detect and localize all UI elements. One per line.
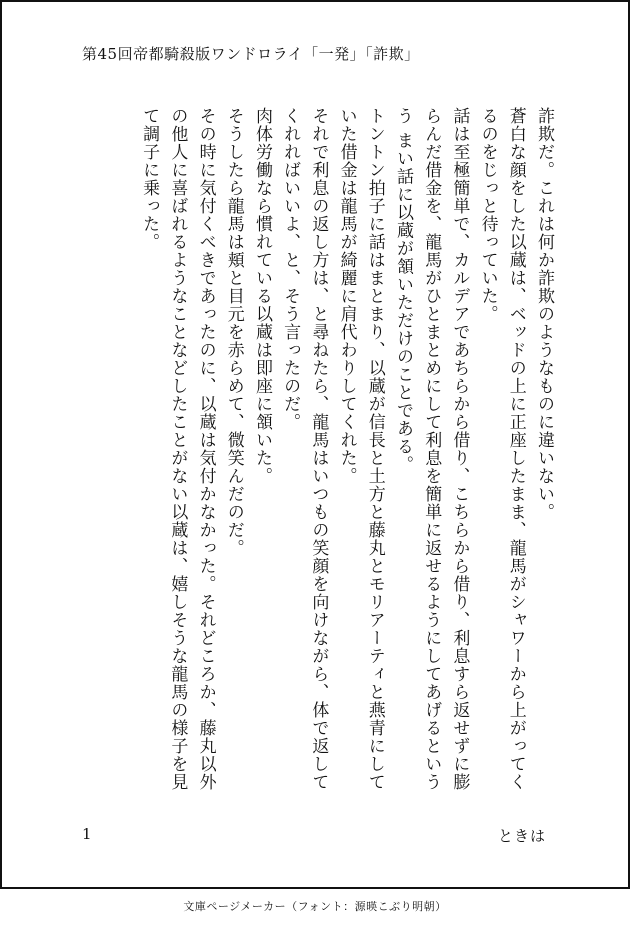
paragraph-1: 詐欺だ。これは何か詐欺のようなものに違いない。 <box>534 107 554 521</box>
paragraph-7: そうしたら龍馬は頬と目元を赤らめて、微笑んだのだ。 <box>223 107 244 557</box>
page-number: 1 <box>82 825 92 843</box>
story-body <box>135 107 558 797</box>
author-name: ときは <box>497 827 546 845</box>
story-title: 第45回帝都騎殺版ワンドロライ「一発」「詐欺」 <box>82 45 420 63</box>
paragraph-2: 蒼白な顔をした以蔵は、ベッドの上に正座したまま、龍馬がシャワーから上がってくるのをじっと待っていた。 <box>477 107 526 791</box>
paragraph-5: それで利息の返し方は、と尋ねたら、龍馬はいつもの笑顔を向けながら、体で返してくれればいいよ、と、そう言ったのだ。 <box>280 107 329 791</box>
paragraph-3: 話は至極簡単で、カルデアであちらから借り、こちらから借り、利息すら返せずに膨らんだ借金を、龍馬がひとまとめにして利息を簡単に返せるようにしてあげるというう まい話に以蔵が頷いただけのことである。 <box>392 107 470 791</box>
paragraph-8: その時に気付くべきであったのに、以蔵は気付かなかった。それどころか、藤丸以外の他人に喜ばれるようなことなどしたことがない以蔵は、嬉しそうな龍馬の様子を見て調子に乗った。 <box>139 107 216 791</box>
paragraph-4: トントン拍子に話はまとまり、以蔵が信長と土方と藤丸とモリアーティと燕青にしていた借金は龍馬が綺麗に肩代わりしてくれた。 <box>336 107 385 791</box>
paragraph-6: 肉体労働なら慣れている以蔵は即座に頷いた。 <box>251 107 272 485</box>
footer-credit: 文庫ページメーカー（フォント：源暎こぶり明朝） <box>183 900 447 913</box>
